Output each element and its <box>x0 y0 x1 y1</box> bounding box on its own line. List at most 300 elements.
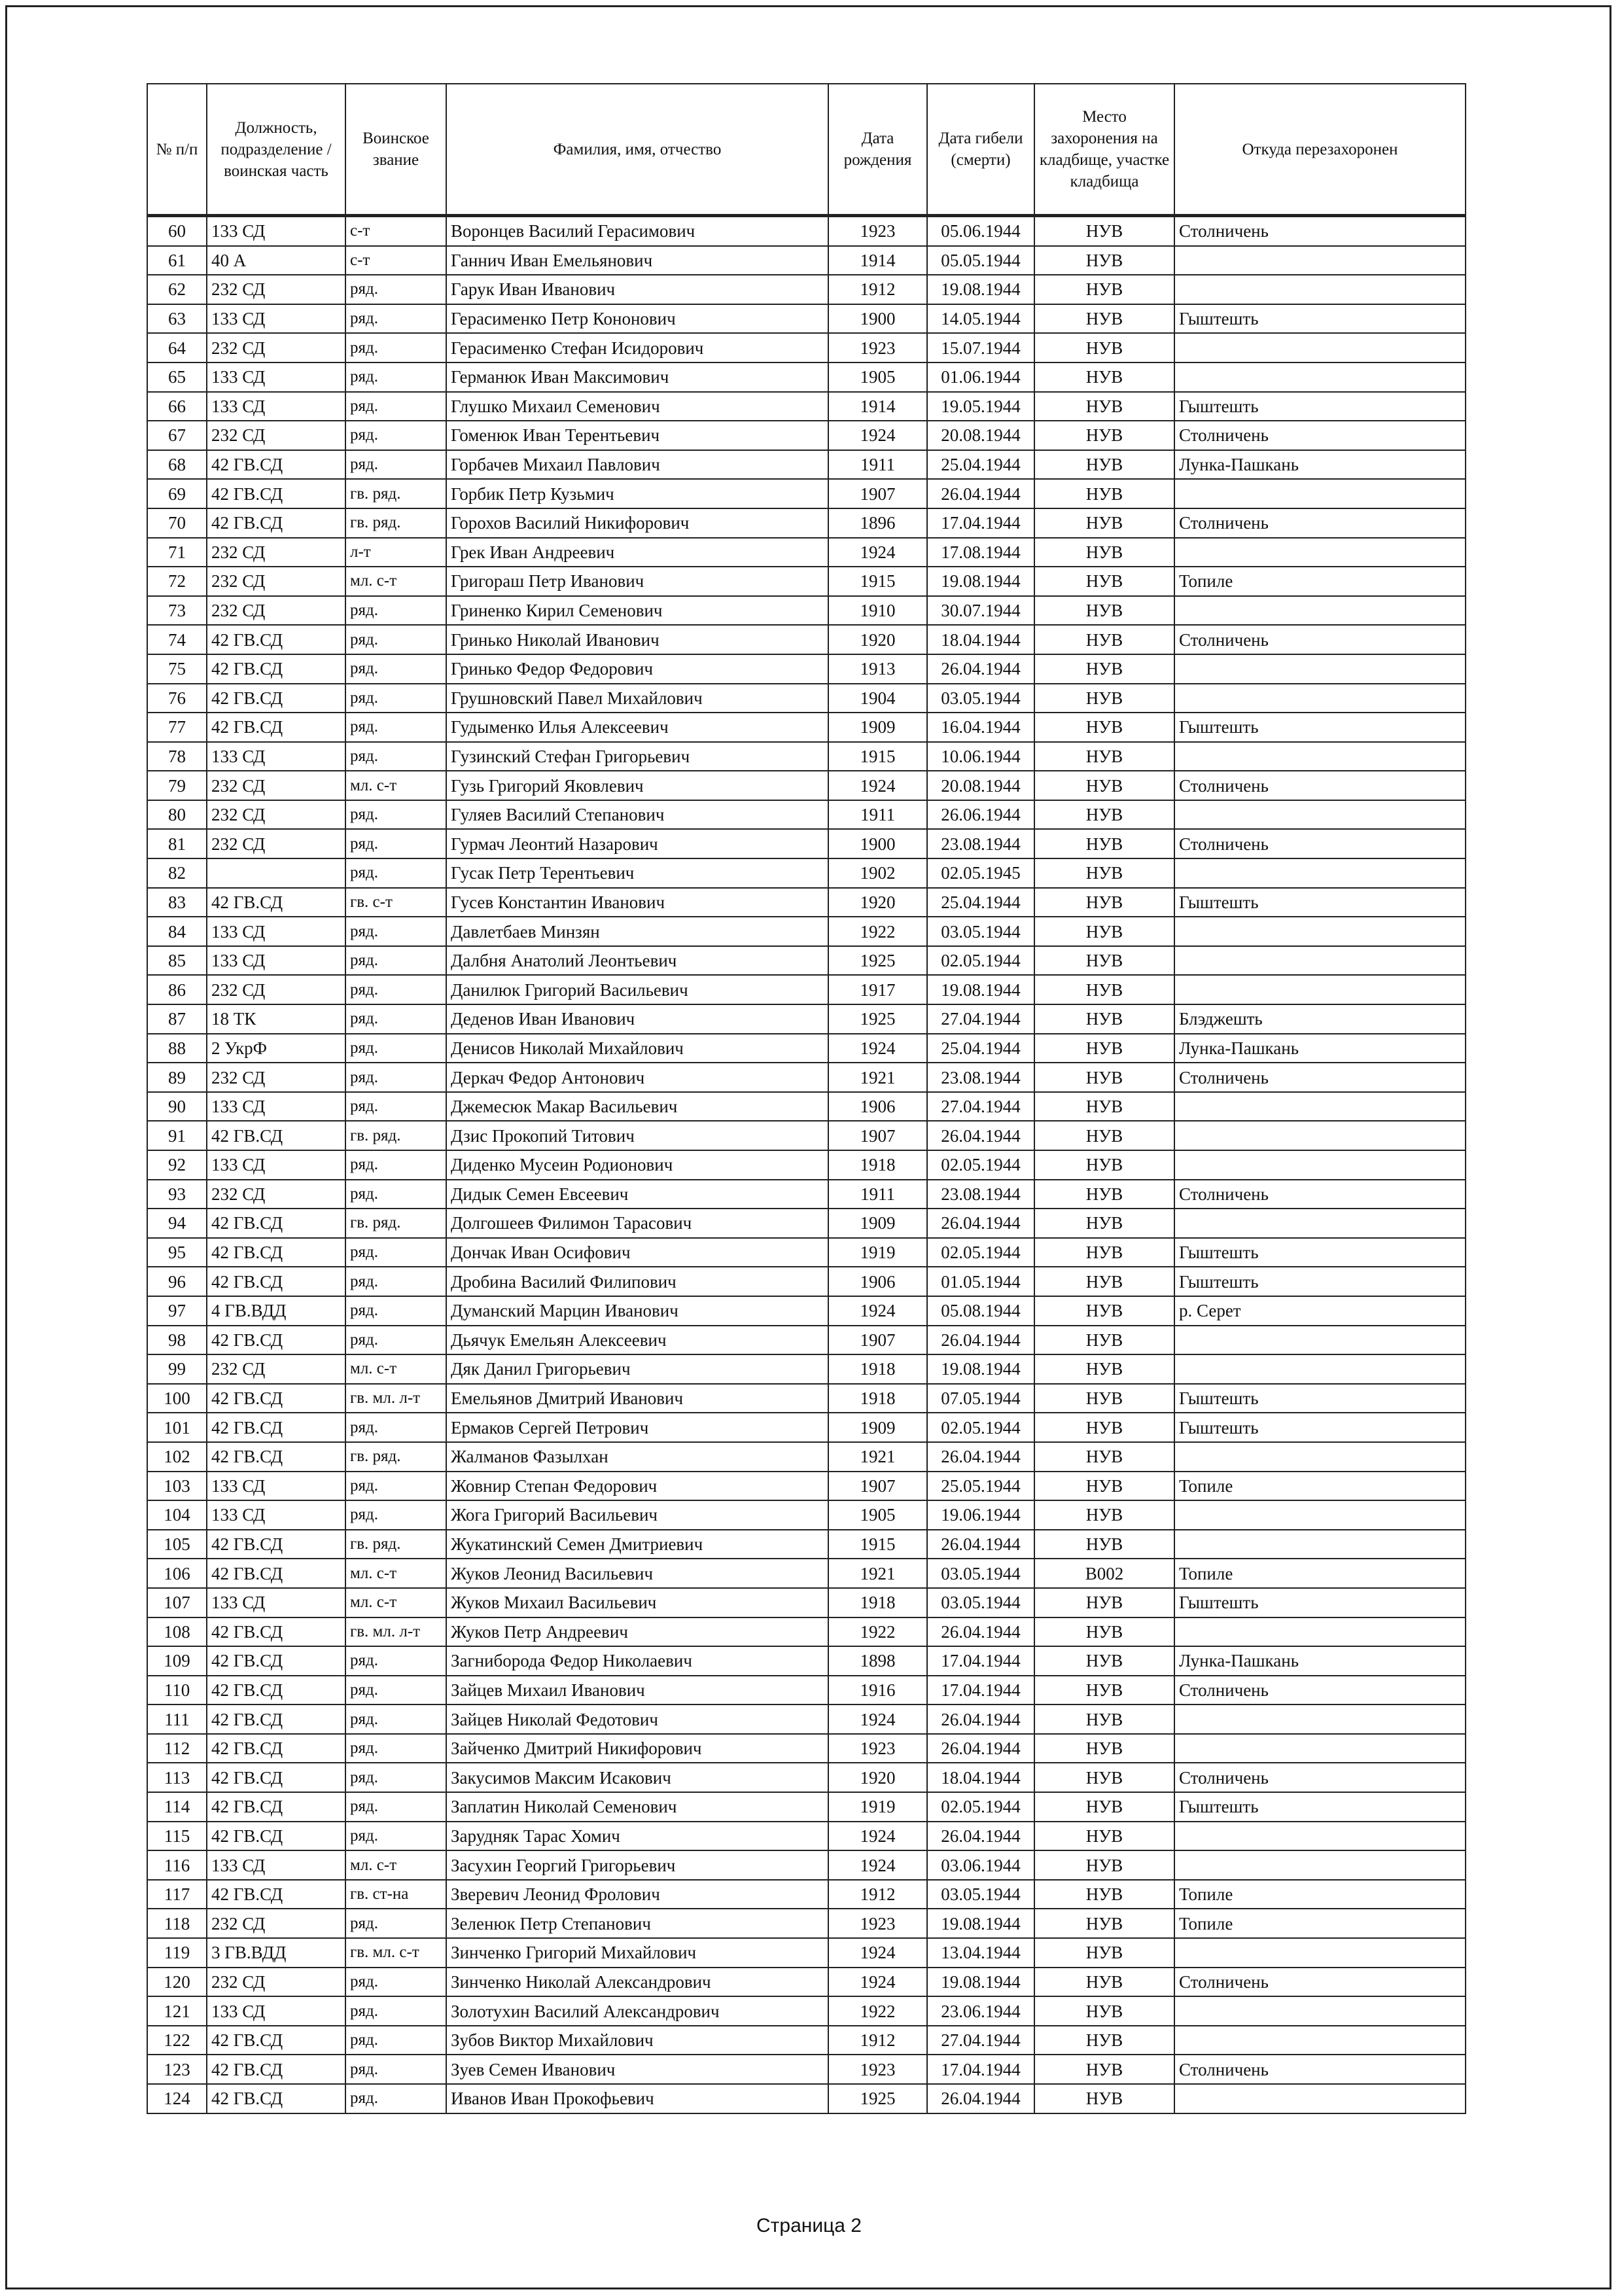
cell-death: 17.04.1944 <box>927 508 1034 538</box>
cell-name: Зарудняк Тарас Хомич <box>446 1822 828 1851</box>
cell-birth: 1922 <box>828 1617 927 1647</box>
cell-name: Золотухин Василий Александрович <box>446 1996 828 2026</box>
cell-num: 123 <box>147 2055 207 2084</box>
cell-from: Столничень <box>1174 508 1466 538</box>
cell-num: 112 <box>147 1734 207 1763</box>
cell-num: 117 <box>147 1880 207 1909</box>
cell-num: 84 <box>147 917 207 946</box>
cell-from <box>1174 1938 1466 1968</box>
cell-birth: 1921 <box>828 1063 927 1092</box>
cell-place: НУВ <box>1034 858 1174 888</box>
cell-birth: 1914 <box>828 246 927 275</box>
cell-num: 92 <box>147 1150 207 1180</box>
cell-unit: 133 СД <box>207 1996 345 2026</box>
cell-rank: с-т <box>345 246 446 275</box>
cell-unit: 42 ГВ.СД <box>207 654 345 684</box>
cell-death: 02.05.1944 <box>927 946 1034 976</box>
cell-birth: 1905 <box>828 1500 927 1530</box>
cell-birth: 1920 <box>828 888 927 917</box>
cell-place: НУВ <box>1034 1646 1174 1676</box>
cell-from: Столничень <box>1174 2055 1466 2084</box>
cell-place: НУВ <box>1034 713 1174 742</box>
cell-unit: 133 СД <box>207 1588 345 1617</box>
cell-unit: 133 СД <box>207 1472 345 1501</box>
cell-rank: ряд. <box>345 2026 446 2055</box>
table-row <box>147 1530 1466 1559</box>
cell-name: Гусак Петр Терентьевич <box>446 858 828 888</box>
cell-name: Жога Григорий Васильевич <box>446 1500 828 1530</box>
cell-unit: 133 СД <box>207 304 345 334</box>
table-row <box>147 771 1466 800</box>
cell-name: Дьячук Емельян Алексеевич <box>446 1326 828 1355</box>
table-row <box>147 946 1466 976</box>
cell-rank: л-т <box>345 538 446 567</box>
cell-birth: 1911 <box>828 800 927 830</box>
cell-unit: 2 УкрФ <box>207 1034 345 1063</box>
cell-place: НУВ <box>1034 421 1174 450</box>
cell-place: НУВ <box>1034 1384 1174 1413</box>
cell-death: 02.05.1944 <box>927 1792 1034 1822</box>
cell-birth: 1922 <box>828 1996 927 2026</box>
cell-place: НУВ <box>1034 1909 1174 1938</box>
cell-place: НУВ <box>1034 771 1174 800</box>
cell-death: 26.06.1944 <box>927 800 1034 830</box>
cell-num: 61 <box>147 246 207 275</box>
cell-unit: 42 ГВ.СД <box>207 2026 345 2055</box>
cell-from <box>1174 1850 1466 1880</box>
cell-num: 119 <box>147 1938 207 1968</box>
table-row <box>147 1880 1466 1909</box>
cell-birth: 1915 <box>828 742 927 771</box>
cell-rank: ряд. <box>345 742 446 771</box>
table-row <box>147 654 1466 684</box>
table-row <box>147 1734 1466 1763</box>
cell-name: Деркач Федор Антонович <box>446 1063 828 1092</box>
table-row <box>147 1063 1466 1092</box>
cell-birth: 1909 <box>828 1413 927 1442</box>
cell-place: НУВ <box>1034 1880 1174 1909</box>
cell-rank: ряд. <box>345 946 446 976</box>
cell-from <box>1174 946 1466 976</box>
cell-birth: 1925 <box>828 946 927 976</box>
cell-birth: 1907 <box>828 1326 927 1355</box>
cell-place: НУВ <box>1034 1063 1174 1092</box>
cell-death: 03.05.1944 <box>927 1880 1034 1909</box>
cell-from: Гыштешть <box>1174 1384 1466 1413</box>
cell-num: 89 <box>147 1063 207 1092</box>
cell-rank: гв. ряд. <box>345 1442 446 1472</box>
cell-death: 03.06.1944 <box>927 1850 1034 1880</box>
cell-place: НУВ <box>1034 1617 1174 1647</box>
table-row <box>147 275 1466 304</box>
cell-from: Столничень <box>1174 829 1466 858</box>
cell-rank: ряд. <box>345 1296 446 1326</box>
cell-num: 62 <box>147 275 207 304</box>
cell-num: 66 <box>147 392 207 421</box>
cell-unit: 133 СД <box>207 946 345 976</box>
cell-rank: ряд. <box>345 1968 446 1997</box>
cell-name: Давлетбаев Минзян <box>446 917 828 946</box>
cell-rank: ряд. <box>345 713 446 742</box>
cell-name: Герасименко Стефан Исидорович <box>446 333 828 362</box>
cell-death: 03.05.1944 <box>927 917 1034 946</box>
cell-rank: ряд. <box>345 1150 446 1180</box>
cell-from: Столничень <box>1174 1763 1466 1792</box>
table-row <box>147 1150 1466 1180</box>
cell-name: Емельянов Дмитрий Иванович <box>446 1384 828 1413</box>
cell-from: Столничень <box>1174 1180 1466 1209</box>
cell-unit: 232 СД <box>207 567 345 596</box>
cell-num: 90 <box>147 1092 207 1122</box>
cell-death: 02.05.1944 <box>927 1238 1034 1267</box>
cell-name: Гузинский Стефан Григорьевич <box>446 742 828 771</box>
cell-unit: 232 СД <box>207 1063 345 1092</box>
cell-from <box>1174 1530 1466 1559</box>
table-row <box>147 1238 1466 1267</box>
cell-from <box>1174 2084 1466 2113</box>
cell-num: 106 <box>147 1559 207 1588</box>
cell-unit: 232 СД <box>207 333 345 362</box>
cell-num: 101 <box>147 1413 207 1442</box>
table-row <box>147 1413 1466 1442</box>
cell-rank: гв. мл. л-т <box>345 1384 446 1413</box>
cell-unit: 232 СД <box>207 596 345 626</box>
cell-num: 78 <box>147 742 207 771</box>
cell-birth: 1916 <box>828 1676 927 1705</box>
cell-death: 19.08.1944 <box>927 567 1034 596</box>
cell-from: Гыштешть <box>1174 888 1466 917</box>
cell-from <box>1174 1121 1466 1150</box>
cell-birth: 1920 <box>828 1763 927 1792</box>
cell-birth: 1925 <box>828 2084 927 2113</box>
cell-rank: ряд. <box>345 1763 446 1792</box>
cell-num: 64 <box>147 333 207 362</box>
cell-unit: 133 СД <box>207 742 345 771</box>
table-row <box>147 1326 1466 1355</box>
cell-name: Денисов Николай Михайлович <box>446 1034 828 1063</box>
cell-unit: 42 ГВ.СД <box>207 2084 345 2113</box>
cell-name: Засухин Георгий Григорьевич <box>446 1850 828 1880</box>
cell-unit: 42 ГВ.СД <box>207 1326 345 1355</box>
table-row <box>147 2026 1466 2055</box>
cell-place: НУВ <box>1034 1938 1174 1968</box>
cell-rank: ряд. <box>345 1909 446 1938</box>
cell-rank: гв. ряд. <box>345 1121 446 1150</box>
cell-rank: мл. с-т <box>345 1850 446 1880</box>
cell-num: 80 <box>147 800 207 830</box>
cell-rank: ряд. <box>345 275 446 304</box>
cell-rank: ряд. <box>345 450 446 480</box>
cell-from <box>1174 1150 1466 1180</box>
table-row <box>147 858 1466 888</box>
cell-name: Горбачев Михаил Павлович <box>446 450 828 480</box>
table-row <box>147 1646 1466 1676</box>
table-row <box>147 1384 1466 1413</box>
table-row <box>147 216 1466 246</box>
cell-from <box>1174 275 1466 304</box>
cell-death: 02.05.1944 <box>927 1150 1034 1180</box>
cell-unit: 42 ГВ.СД <box>207 1442 345 1472</box>
cell-name: Гузь Григорий Яковлевич <box>446 771 828 800</box>
cell-birth: 1902 <box>828 858 927 888</box>
cell-death: 07.05.1944 <box>927 1384 1034 1413</box>
cell-rank: ряд. <box>345 800 446 830</box>
cell-num: 81 <box>147 829 207 858</box>
cell-rank: ряд. <box>345 1676 446 1705</box>
cell-birth: 1917 <box>828 975 927 1004</box>
cell-name: Гурмач Леонтий Назарович <box>446 829 828 858</box>
cell-unit: 42 ГВ.СД <box>207 1559 345 1588</box>
cell-place: НУВ <box>1034 1121 1174 1150</box>
cell-place: НУВ <box>1034 1267 1174 1296</box>
cell-death: 23.08.1944 <box>927 1063 1034 1092</box>
cell-name: Иванов Иван Прокофьевич <box>446 2084 828 2113</box>
cell-num: 116 <box>147 1850 207 1880</box>
cell-name: Дидык Семен Евсеевич <box>446 1180 828 1209</box>
cell-death: 26.04.1944 <box>927 1617 1034 1647</box>
cell-name: Зуев Семен Иванович <box>446 2055 828 2084</box>
cell-num: 122 <box>147 2026 207 2055</box>
cell-birth: 1910 <box>828 596 927 626</box>
cell-num: 95 <box>147 1238 207 1267</box>
cell-from <box>1174 596 1466 626</box>
cell-num: 86 <box>147 975 207 1004</box>
cell-rank: ряд. <box>345 1180 446 1209</box>
cell-rank: ряд. <box>345 2084 446 2113</box>
table-row <box>147 421 1466 450</box>
cell-death: 03.05.1944 <box>927 1588 1034 1617</box>
table-row <box>147 1909 1466 1938</box>
cell-birth: 1912 <box>828 275 927 304</box>
cell-num: 93 <box>147 1180 207 1209</box>
cell-death: 17.08.1944 <box>927 538 1034 567</box>
cell-num: 68 <box>147 450 207 480</box>
table-row <box>147 1617 1466 1647</box>
cell-rank: ряд. <box>345 654 446 684</box>
cell-birth: 1909 <box>828 713 927 742</box>
cell-death: 25.05.1944 <box>927 1472 1034 1501</box>
table-row <box>147 1968 1466 1997</box>
cell-name: Жуков Михаил Васильевич <box>446 1588 828 1617</box>
cell-death: 30.07.1944 <box>927 596 1034 626</box>
cell-name: Гоменюк Иван Терентьевич <box>446 421 828 450</box>
table-row <box>147 1996 1466 2026</box>
cell-place: НУВ <box>1034 1034 1174 1063</box>
cell-num: 82 <box>147 858 207 888</box>
cell-rank: ряд. <box>345 1704 446 1734</box>
cell-num: 74 <box>147 625 207 654</box>
cell-place: НУВ <box>1034 275 1174 304</box>
cell-place: НУВ <box>1034 829 1174 858</box>
cell-rank: ряд. <box>345 1734 446 1763</box>
header-num: № п/п <box>147 84 207 216</box>
cell-name: Зубов Виктор Михайлович <box>446 2026 828 2055</box>
cell-name: Зинченко Григорий Михайлович <box>446 1938 828 1968</box>
cell-unit: 42 ГВ.СД <box>207 1384 345 1413</box>
cell-from: Гыштешть <box>1174 1792 1466 1822</box>
table-row <box>147 1676 1466 1705</box>
cell-birth: 1924 <box>828 421 927 450</box>
cell-from <box>1174 975 1466 1004</box>
cell-unit: 232 СД <box>207 829 345 858</box>
cell-from: Гыштешть <box>1174 1267 1466 1296</box>
cell-place: НУВ <box>1034 596 1174 626</box>
cell-rank: ряд. <box>345 1063 446 1092</box>
cell-from <box>1174 1822 1466 1851</box>
cell-from <box>1174 858 1466 888</box>
cell-rank: мл. с-т <box>345 1559 446 1588</box>
cell-name: Жукатинский Семен Дмитриевич <box>446 1530 828 1559</box>
cell-death: 26.04.1944 <box>927 1121 1034 1150</box>
cell-birth: 1904 <box>828 684 927 713</box>
cell-name: Далбня Анатолий Леонтьевич <box>446 946 828 976</box>
cell-num: 67 <box>147 421 207 450</box>
cell-birth: 1924 <box>828 771 927 800</box>
cell-birth: 1920 <box>828 625 927 654</box>
cell-num: 60 <box>147 216 207 246</box>
cell-name: Грушновский Павел Михайлович <box>446 684 828 713</box>
cell-num: 114 <box>147 1792 207 1822</box>
cell-death: 26.04.1944 <box>927 1734 1034 1763</box>
cell-death: 23.06.1944 <box>927 1996 1034 2026</box>
cell-death: 26.04.1944 <box>927 1704 1034 1734</box>
cell-place: НУВ <box>1034 1676 1174 1705</box>
cell-num: 91 <box>147 1121 207 1150</box>
cell-death: 26.04.1944 <box>927 1326 1034 1355</box>
cell-place: НУВ <box>1034 2084 1174 2113</box>
cell-place: НУВ <box>1034 654 1174 684</box>
cell-place: НУВ <box>1034 1150 1174 1180</box>
cell-unit: 232 СД <box>207 538 345 567</box>
cell-num: 109 <box>147 1646 207 1676</box>
cell-from <box>1174 1092 1466 1122</box>
cell-name: Диденко Мусеин Родионович <box>446 1150 828 1180</box>
cell-unit: 232 СД <box>207 1968 345 1997</box>
cell-name: Герасименко Петр Кононович <box>446 304 828 334</box>
cell-place: НУВ <box>1034 1442 1174 1472</box>
cell-death: 18.04.1944 <box>927 1763 1034 1792</box>
cell-name: Жалманов Фазылхан <box>446 1442 828 1472</box>
cell-place: НУВ <box>1034 246 1174 275</box>
cell-death: 05.05.1944 <box>927 246 1034 275</box>
cell-name: Деденов Иван Иванович <box>446 1004 828 1034</box>
table-row <box>147 829 1466 858</box>
table-row <box>147 1822 1466 1851</box>
cell-place: НУВ <box>1034 1326 1174 1355</box>
cell-death: 05.06.1944 <box>927 216 1034 246</box>
cell-name: Горбик Петр Кузьмич <box>446 479 828 508</box>
cell-death: 01.06.1944 <box>927 362 1034 392</box>
table-row <box>147 1180 1466 1209</box>
cell-place: НУВ <box>1034 1004 1174 1034</box>
cell-from <box>1174 917 1466 946</box>
cell-birth: 1921 <box>828 1559 927 1588</box>
cell-name: Зайцев Николай Федотович <box>446 1704 828 1734</box>
cell-num: 88 <box>147 1034 207 1063</box>
cell-unit: 133 СД <box>207 1092 345 1122</box>
cell-birth: 1900 <box>828 304 927 334</box>
cell-death: 27.04.1944 <box>927 1004 1034 1034</box>
table-row <box>147 362 1466 392</box>
cell-place: НУВ <box>1034 479 1174 508</box>
cell-birth: 1923 <box>828 2055 927 2084</box>
cell-birth: 1911 <box>828 1180 927 1209</box>
cell-death: 26.04.1944 <box>927 1442 1034 1472</box>
cell-place: НУВ <box>1034 888 1174 917</box>
cell-name: Германюк Иван Максимович <box>446 362 828 392</box>
cell-name: Зверевич Леонид Фролович <box>446 1880 828 1909</box>
cell-death: 27.04.1944 <box>927 2026 1034 2055</box>
cell-rank: ряд. <box>345 625 446 654</box>
table-row <box>147 713 1466 742</box>
cell-birth: 1909 <box>828 1209 927 1238</box>
cell-death: 20.08.1944 <box>927 771 1034 800</box>
header-from: Откуда перезахоронен <box>1174 84 1466 216</box>
cell-from: Столничень <box>1174 1063 1466 1092</box>
cell-birth: 1924 <box>828 1938 927 1968</box>
cell-death: 17.04.1944 <box>927 2055 1034 2084</box>
cell-rank: мл. с-т <box>345 771 446 800</box>
cell-unit: 42 ГВ.СД <box>207 1413 345 1442</box>
cell-unit: 42 ГВ.СД <box>207 1209 345 1238</box>
cell-place: НУВ <box>1034 362 1174 392</box>
cell-num: 100 <box>147 1384 207 1413</box>
cell-rank: ряд. <box>345 1822 446 1851</box>
cell-death: 26.04.1944 <box>927 479 1034 508</box>
cell-from <box>1174 2026 1466 2055</box>
cell-place: НУВ <box>1034 392 1174 421</box>
cell-num: 104 <box>147 1500 207 1530</box>
cell-place: НУВ <box>1034 975 1174 1004</box>
cell-birth: 1924 <box>828 1968 927 1997</box>
cell-from: Столничень <box>1174 771 1466 800</box>
cell-rank: гв. с-т <box>345 888 446 917</box>
cell-rank: ряд. <box>345 1646 446 1676</box>
cell-birth: 1906 <box>828 1267 927 1296</box>
table-row <box>147 1938 1466 1968</box>
cell-birth: 1924 <box>828 1296 927 1326</box>
cell-unit: 42 ГВ.СД <box>207 625 345 654</box>
cell-place: НУВ <box>1034 1180 1174 1209</box>
cell-unit: 42 ГВ.СД <box>207 713 345 742</box>
cell-unit: 42 ГВ.СД <box>207 1763 345 1792</box>
cell-birth: 1914 <box>828 392 927 421</box>
cell-death: 23.08.1944 <box>927 1180 1034 1209</box>
cell-death: 26.04.1944 <box>927 654 1034 684</box>
table-row <box>147 304 1466 334</box>
cell-num: 118 <box>147 1909 207 1938</box>
cell-death: 02.05.1945 <box>927 858 1034 888</box>
cell-unit: 42 ГВ.СД <box>207 2055 345 2084</box>
cell-death: 03.05.1944 <box>927 684 1034 713</box>
cell-birth: 1907 <box>828 479 927 508</box>
header-rank: Воинское звание <box>345 84 446 216</box>
cell-birth: 1924 <box>828 1822 927 1851</box>
cell-name: Грек Иван Андреевич <box>446 538 828 567</box>
table-row <box>147 508 1466 538</box>
cell-from <box>1174 654 1466 684</box>
cell-from: Гыштешть <box>1174 1413 1466 1442</box>
header-birth: Дата рождения <box>828 84 927 216</box>
table-row <box>147 450 1466 480</box>
cell-birth: 1921 <box>828 1442 927 1472</box>
cell-death: 17.04.1944 <box>927 1676 1034 1705</box>
cell-from: Столничень <box>1174 216 1466 246</box>
cell-birth: 1923 <box>828 216 927 246</box>
table-row <box>147 1267 1466 1296</box>
cell-name: Воронцев Василий Герасимович <box>446 216 828 246</box>
cell-place: НУВ <box>1034 1472 1174 1501</box>
